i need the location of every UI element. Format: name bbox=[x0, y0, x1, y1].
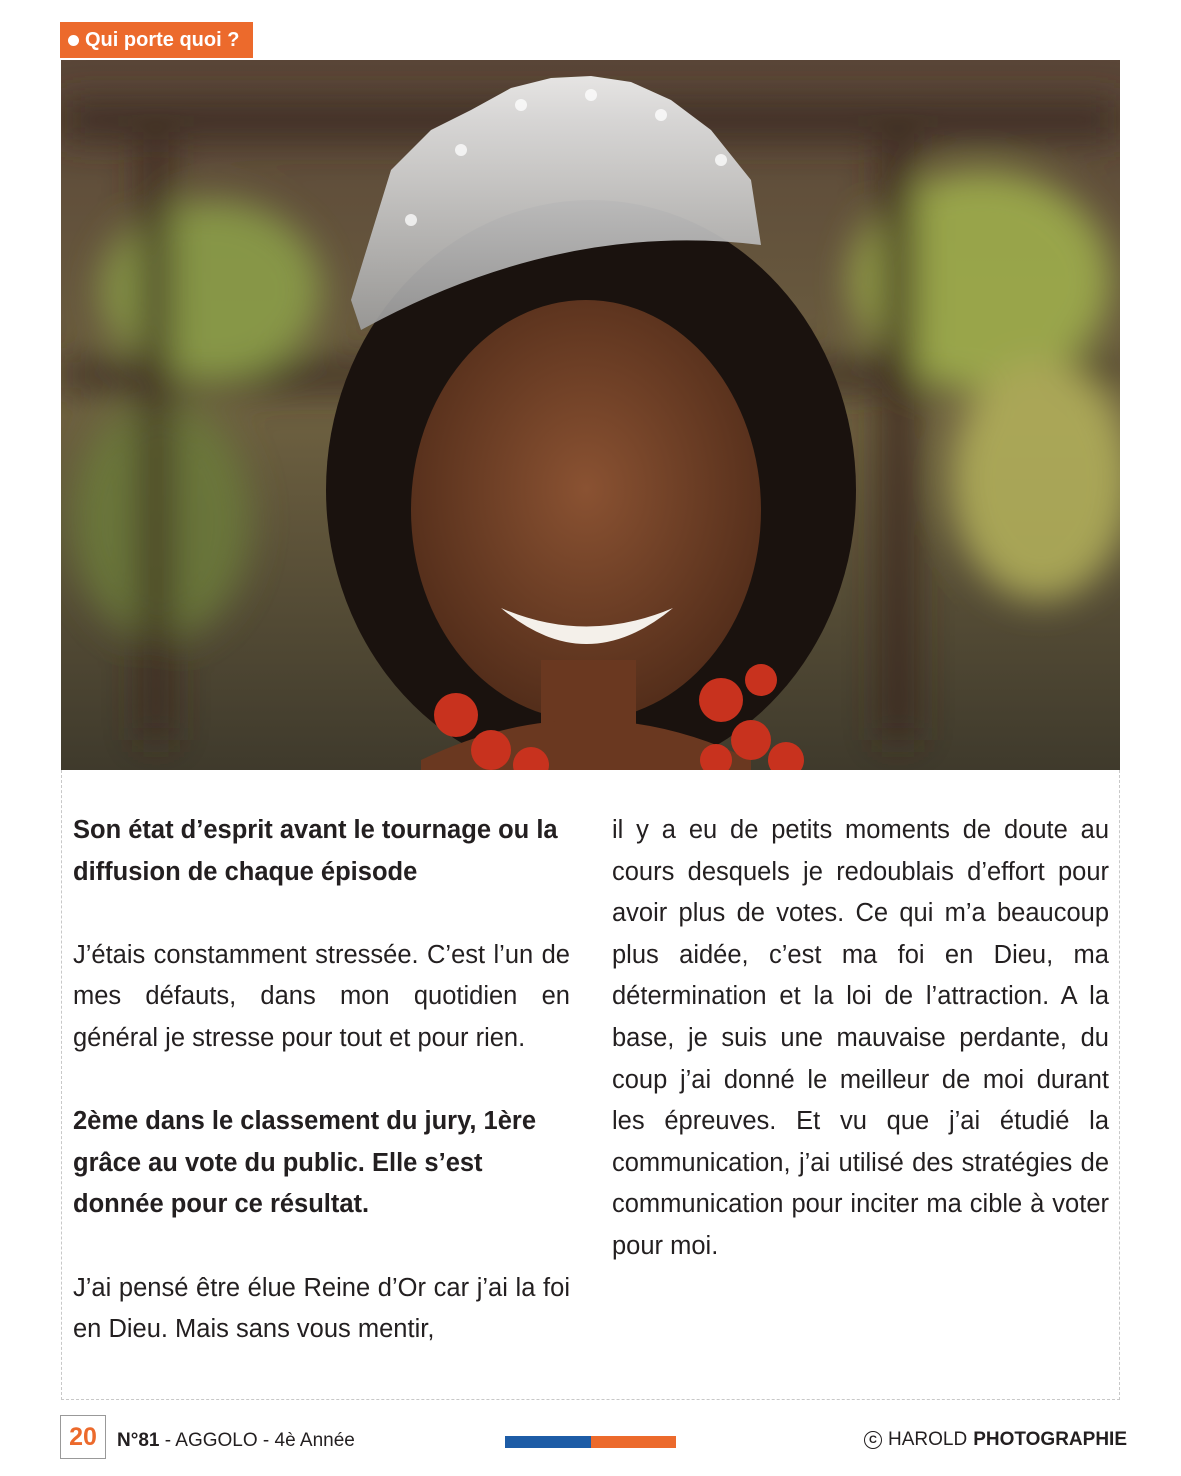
copyright-icon: C bbox=[864, 1431, 882, 1449]
credit-label: PHOTOGRAPHIE bbox=[973, 1429, 1127, 1450]
issue-info bbox=[117, 1430, 355, 1452]
left-column bbox=[73, 810, 570, 1351]
section-tag bbox=[60, 22, 253, 58]
paragraph-stress: J’étais constamment stressée. C’est l’un de mes défauts, dans mon quotidien en général je stresse pour tout et pour rien. bbox=[73, 940, 570, 1052]
issue-number: N°81 bbox=[117, 1430, 160, 1451]
paragraph-continuation: il y a eu de petits moments de doute au cours desquels je redoublais d’effort pour avoir plus de votes. Ce qui m’a beaucoup plus aidée, c’est ma foi en Dieu, ma détermination et la loi de l’attraction. A la base, je suis une mauvaise perdante, du coup j’ai donné le meilleur de moi durant les épreuves. Et vu que j’ai étudié la communication, j’ai utilisé des stratégies de communication pour inciter ma cible à voter pour moi. bbox=[612, 816, 1109, 1260]
page-footer bbox=[0, 1415, 1181, 1465]
issue-details: - AGGOLO - 4è Année bbox=[159, 1430, 355, 1451]
right-column bbox=[612, 810, 1109, 1268]
paragraph-faith: J’ai pensé être élue Reine d’Or car j’ai la foi en Dieu. Mais sans vous mentir, bbox=[73, 1273, 570, 1344]
bullet-dot-icon bbox=[68, 35, 79, 46]
footer-bar-blue bbox=[505, 1436, 591, 1448]
portrait-photo bbox=[61, 60, 1120, 770]
page-number: 20 bbox=[60, 1415, 106, 1459]
heading-state-of-mind: Son état d’esprit avant le tournage ou la diffusion de chaque épisode bbox=[73, 816, 558, 886]
section-tag-label: Qui porte quoi ? bbox=[85, 29, 240, 51]
credit-name: HAROLD bbox=[888, 1429, 968, 1450]
photo-credit bbox=[864, 1429, 1127, 1451]
heading-ranking: 2ème dans le classement du jury, 1ère grâce au vote du public. Elle s’est donnée pour ce résultat. bbox=[73, 1107, 537, 1219]
footer-bar-orange bbox=[591, 1436, 676, 1448]
